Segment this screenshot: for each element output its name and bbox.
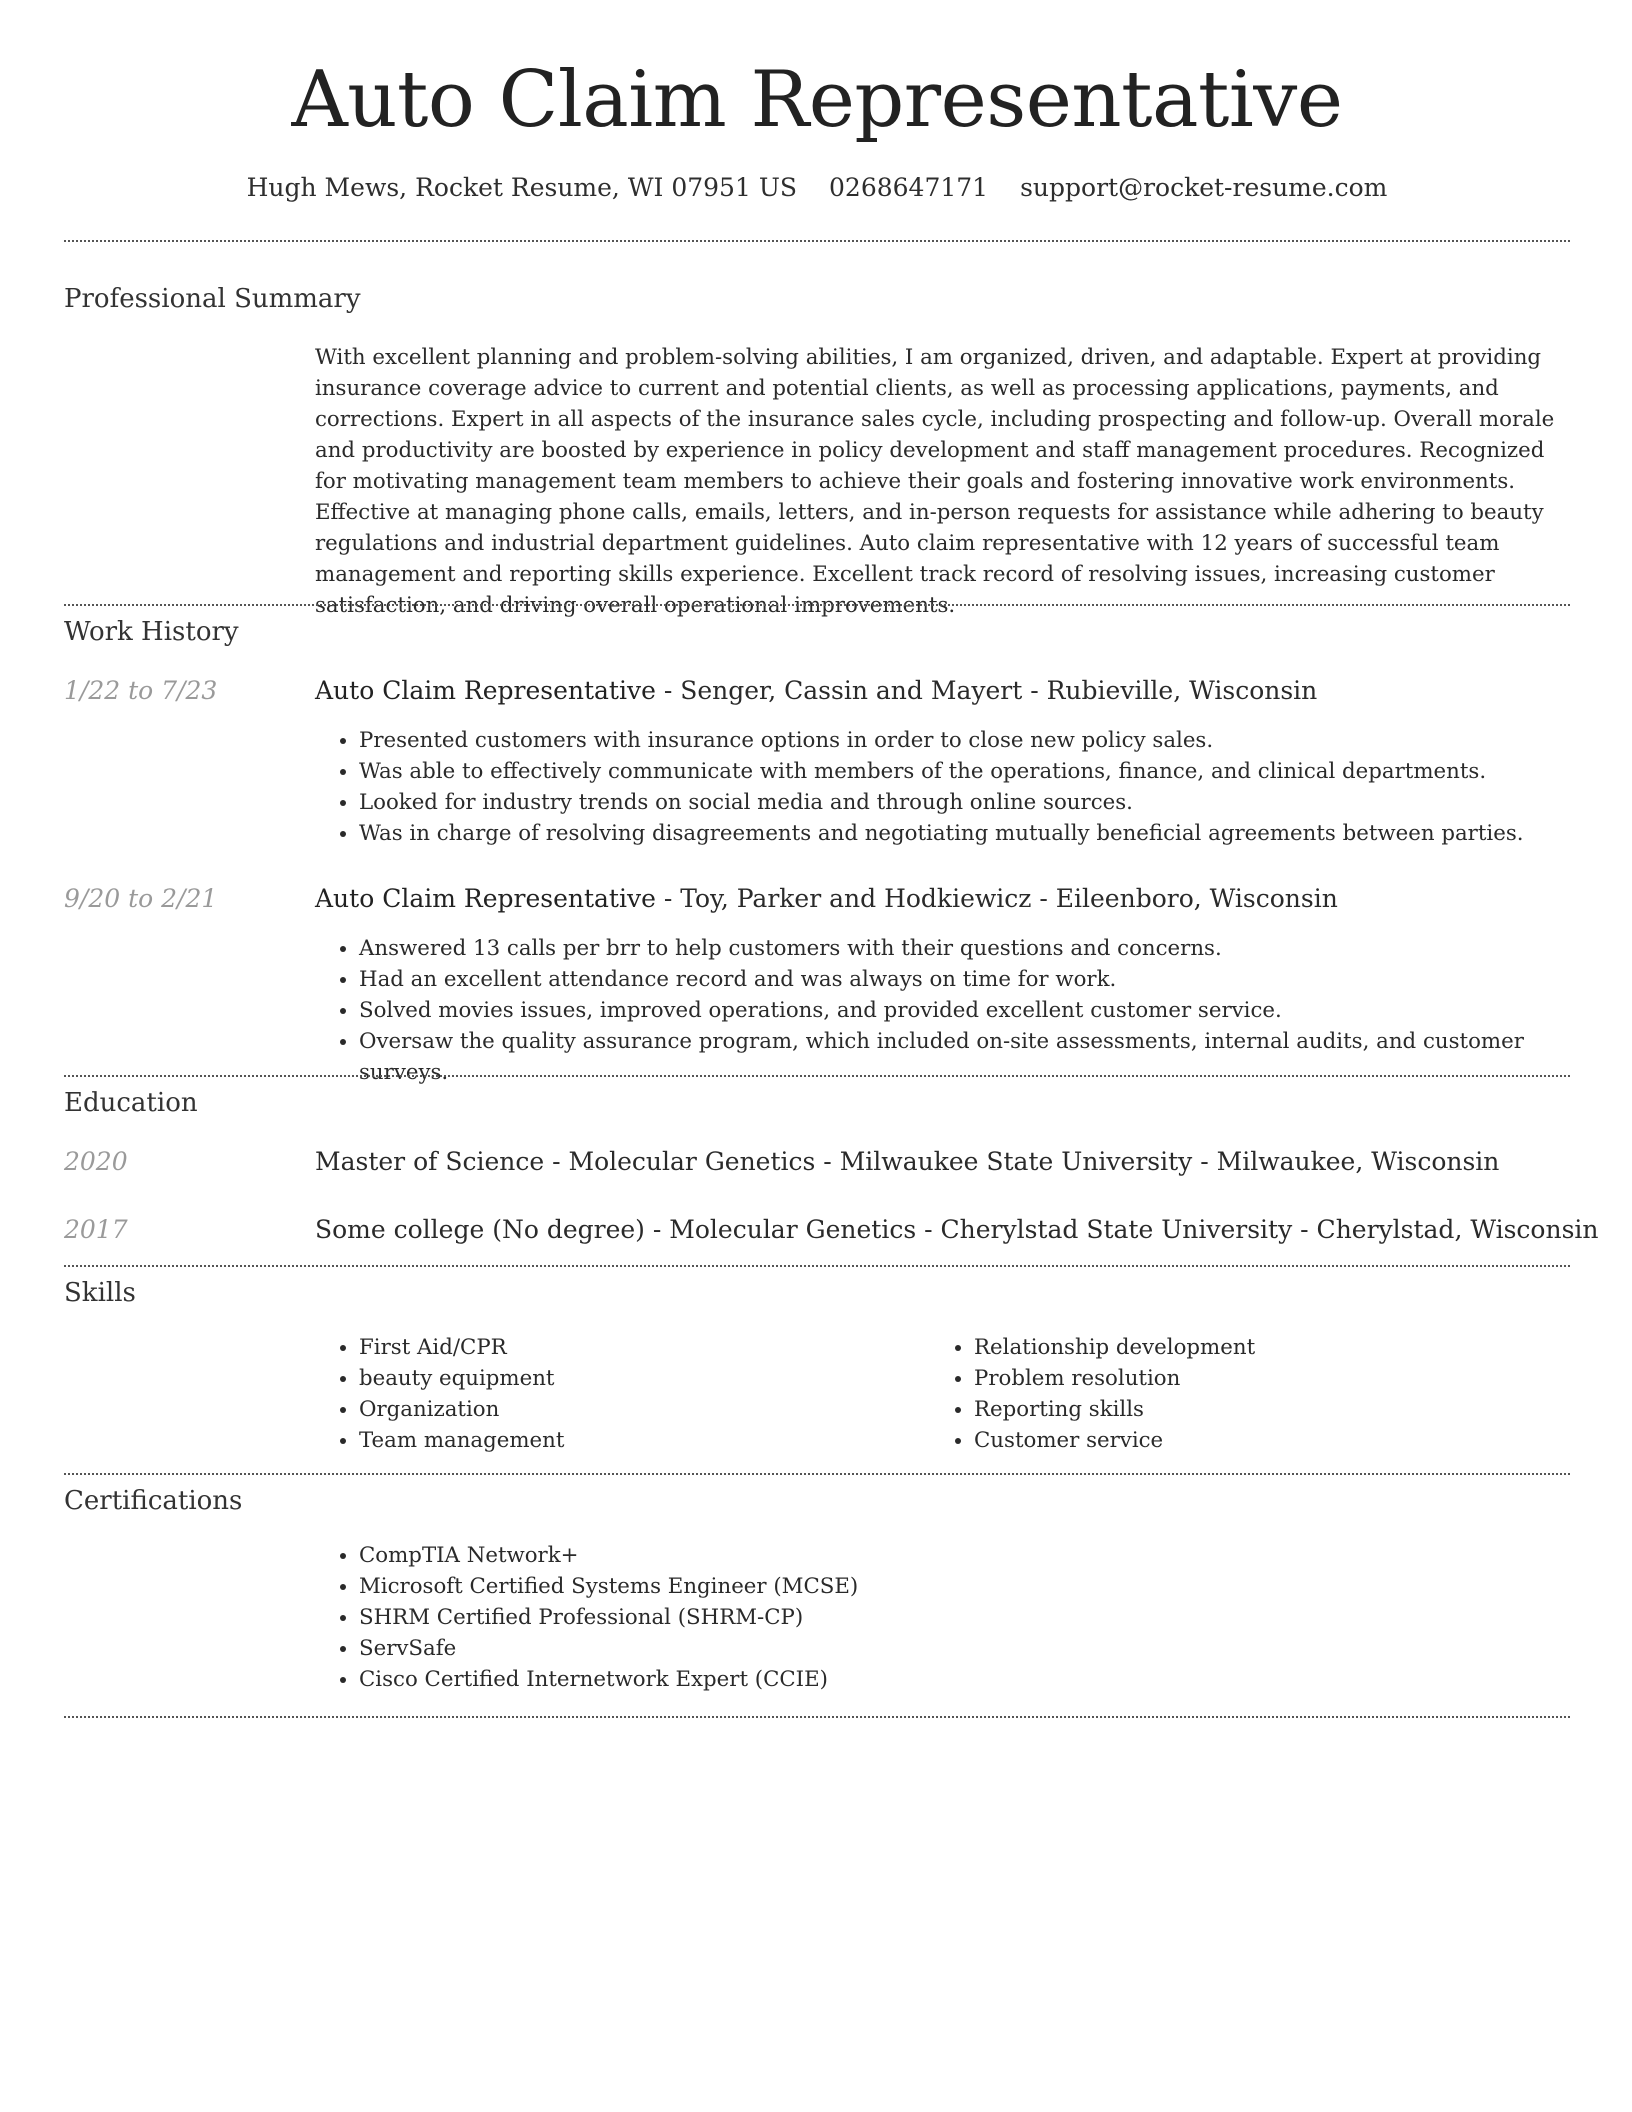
- contact-line: [64, 170, 1570, 206]
- list-item: • Was able to effectively communicate with members of the operations, finance, and clinical departments.: [359, 756, 1524, 787]
- job-heading: [315, 674, 1317, 708]
- education-school: - Cherylstad State University - Cherylstad, Wisconsin: [916, 1215, 1599, 1244]
- divider: [64, 1716, 1570, 1718]
- divider: [64, 240, 1570, 242]
- education-entry: [315, 1213, 1599, 1247]
- section-heading-skills: Skills: [64, 1278, 136, 1308]
- job-dates: 9/20 to 2/21: [64, 884, 218, 913]
- education-degree: Some college (No degree) - Molecular Genetics: [315, 1215, 917, 1244]
- job-dates: 1/22 to 7/23: [64, 676, 218, 705]
- list-item: • Solved movies issues, improved operations, and provided excellent customer service.: [359, 995, 1570, 1026]
- education-degree: Master of Science - Molecular Genetics: [315, 1147, 816, 1176]
- resume-title: Auto Claim Representative: [291, 55, 1343, 145]
- divider: [64, 1075, 1570, 1077]
- job-bullet-list: [315, 933, 1570, 1088]
- education-entry: [315, 1145, 1499, 1179]
- job-title: Auto Claim Representative: [315, 676, 656, 705]
- list-item: • First Aid/CPR: [359, 1332, 564, 1363]
- list-item: • Answered 13 calls per brr to help customers with their questions and concerns.: [359, 933, 1570, 964]
- list-item: • Team management: [359, 1425, 564, 1456]
- address-text: Hugh Mews, Rocket Resume, WI 07951 US: [246, 173, 798, 202]
- list-item: • Looked for industry trends on social media and through online sources.: [359, 787, 1524, 818]
- list-item: • Relationship development: [974, 1332, 1255, 1363]
- education-school: - Milwaukee State University - Milwaukee, Wisconsin: [815, 1147, 1500, 1176]
- list-item: • Had an excellent attendance record and was always on time for work.: [359, 964, 1570, 995]
- divider: [64, 604, 1570, 606]
- job-employer: - Senger, Cassin and Mayert - Rubieville, Wisconsin: [655, 676, 1318, 705]
- list-item: • Cisco Certified Internetwork Expert (CCIE): [359, 1664, 858, 1695]
- list-item: • Reporting skills: [974, 1394, 1255, 1425]
- list-item: • Presented customers with insurance options in order to close new policy sales.: [359, 725, 1524, 756]
- section-heading-certifications: Certifications: [64, 1486, 243, 1516]
- email-link[interactable]: support@rocket-resume.com: [1020, 173, 1388, 202]
- skills-list-left: [315, 1332, 564, 1456]
- divider: [64, 1473, 1570, 1475]
- section-heading-summary: Professional Summary: [64, 284, 361, 314]
- list-item: • Problem resolution: [974, 1363, 1255, 1394]
- list-item: • Organization: [359, 1394, 564, 1425]
- list-item: • ServSafe: [359, 1633, 858, 1664]
- list-item: • SHRM Certified Professional (SHRM-CP): [359, 1602, 858, 1633]
- certifications-list: [315, 1540, 858, 1695]
- list-item: • CompTIA Network+: [359, 1540, 858, 1571]
- section-heading-work-history: Work History: [64, 617, 239, 647]
- phone-text: 0268647171: [829, 173, 989, 202]
- divider: [64, 1265, 1570, 1267]
- list-item: • Customer service: [974, 1425, 1255, 1456]
- list-item: • Was in charge of resolving disagreements and negotiating mutually beneficial agreements between parties.: [359, 818, 1524, 849]
- list-item: • beauty equipment: [359, 1363, 564, 1394]
- summary-text: With excellent planning and problem-solving abilities, I am organized, driven, and adaptable. Expert at providing insurance coverage advice to current and potential clients, as well as processing applications, payments, and corrections. Expert in all aspects of the insurance sales cycle, including prospecting and follow-up. Overall morale and productivity are boosted by experience in policy development and staff management procedures. Recognized for motivating management team members to achieve their goals and fostering innovative work environments. Effective at managing phone calls, emails, letters, and in-person requests for assistance while adhering to beauty regulations and industrial department guidelines. Auto claim representative with 12 years of successful team management and reporting skills experience. Excellent track record of resolving issues, increasing customer satisfaction, and driving overall operational improvements.: [315, 345, 1555, 618]
- education-year: 2020: [64, 1147, 128, 1176]
- skills-list-right: [930, 1332, 1255, 1456]
- job-heading: [315, 882, 1338, 916]
- job-bullet-list: [315, 725, 1524, 849]
- job-employer: - Toy, Parker and Hodkiewicz - Eileenboro, Wisconsin: [655, 884, 1338, 913]
- list-item: • Microsoft Certified Systems Engineer (MCSE): [359, 1571, 858, 1602]
- education-year: 2017: [64, 1215, 128, 1244]
- job-title: Auto Claim Representative: [315, 884, 656, 913]
- section-heading-education: Education: [64, 1088, 198, 1118]
- list-item: • Oversaw the quality assurance program, which included on-site assessments, internal audits, and customer surveys.: [359, 1026, 1570, 1088]
